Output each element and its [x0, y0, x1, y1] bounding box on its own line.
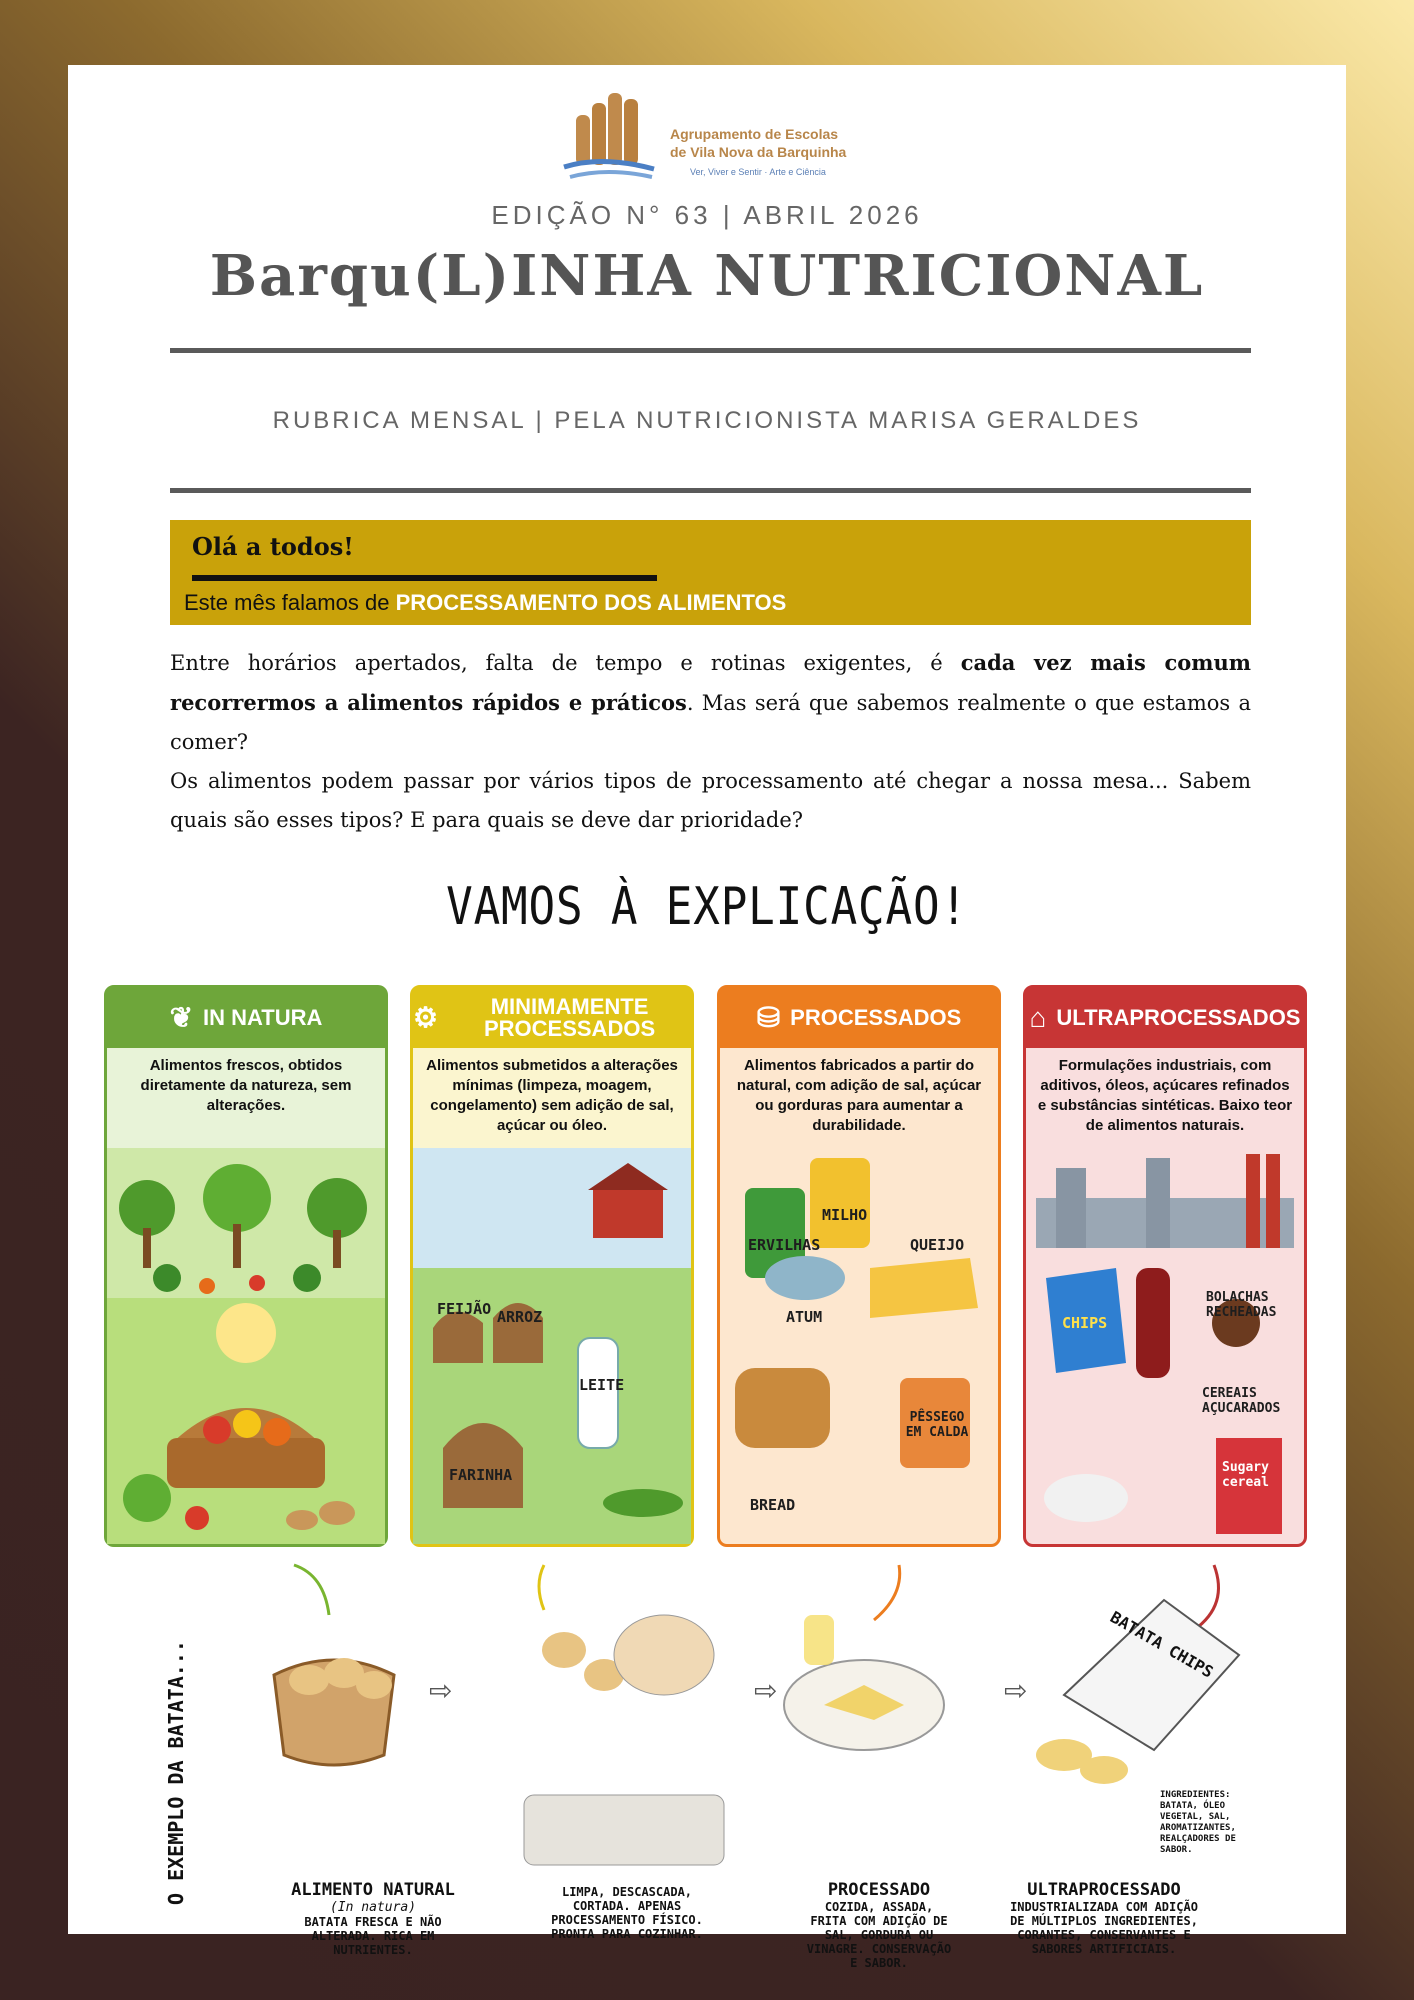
card-description: Alimentos frescos, obtidos diretamente da natureza, sem alterações. — [140, 1057, 352, 1114]
processed-food-illustration — [720, 1148, 998, 1544]
divider-top — [170, 348, 1251, 353]
greeting: Olá a todos! — [192, 532, 354, 561]
art-label: ARROZ — [497, 1308, 543, 1326]
card-title: ULTRAPROCESSADOS — [1056, 1005, 1301, 1030]
factory-line-icon: ⚙ — [413, 1002, 439, 1033]
intro-text — [170, 643, 1251, 840]
step-text: COZIDA, ASSADA, FRITA COM ADIÇÃO DE SAL, GORDURA OU VINAGRE. CONSERVAÇÃO E SABOR. — [806, 1900, 952, 1970]
card-title: PROCESSADOS — [790, 1005, 962, 1030]
step-text: BATATA FRESCA E NÃO ALTERADA. RICA EM NUTRIENTES. — [304, 1915, 442, 1957]
art-label: BOLACHAS RECHEADAS — [1206, 1290, 1277, 1320]
topic-prefix: Este mês falamos de — [184, 590, 390, 615]
chips-ingredients: INGREDIENTES: BATATA, ÓLEO VEGETAL, SAL, AROMATIZANTES, REALÇADORES DE SABOR. — [1160, 1790, 1236, 1855]
logo-tagline: Ver, Viver e Sentir · Arte e Ciência — [690, 167, 826, 177]
can-icon: ⛁ — [756, 1002, 781, 1033]
art-label: CHIPS — [1062, 1314, 1108, 1332]
section-heading: VAMOS À EXPLICAÇÃO! — [446, 877, 968, 937]
art-label: PÊSSEGO EM CALDA — [905, 1410, 969, 1440]
card-in-natura — [104, 985, 388, 1547]
minimally-processed-illustration — [413, 1148, 691, 1544]
svg-text:⇨: ⇨ — [754, 1675, 778, 1706]
potato-step-minimal — [532, 1885, 722, 1941]
greeting-underline — [192, 575, 657, 581]
edition-line: EDIÇÃO N° 63 | ABRIL 2026 — [491, 200, 923, 230]
art-label: CEREAIS AÇUCARADOS — [1202, 1386, 1281, 1416]
divider-bottom — [170, 488, 1251, 493]
logo-line-2: de Vila Nova da Barquinha — [670, 144, 847, 160]
factory-icon: ⌂ — [1029, 1002, 1047, 1033]
newsletter-page — [68, 65, 1346, 1970]
art-label: ATUM — [786, 1308, 823, 1326]
step-title: ALIMENTO NATURAL — [291, 1880, 455, 1900]
card-title: MINIMAMENTE PROCESSADOS — [483, 994, 656, 1041]
step-text: INDUSTRIALIZADA COM ADIÇÃO DE MÚLTIPLOS INGREDIENTES, CORANTES, CONSERVANTES E SABORES ARTIFICIAIS. — [1010, 1900, 1198, 1956]
intro-p1-end: . Mas será que sabemos realmente o que estamos a comer? — [170, 691, 1252, 754]
card-ultraprocessados — [1023, 985, 1307, 1547]
potato-step-ultraprocessed — [1009, 1880, 1199, 1956]
potato-step-natural — [288, 1880, 458, 1957]
card-description: Alimentos submetidos a alterações mínimas (limpeza, moagem, congelamento) sem adição de sal, açúcar ou óleo. — [426, 1057, 678, 1134]
card-minimamente-processados — [410, 985, 694, 1547]
newsletter-subtitle: RUBRICA MENSAL | PELA NUTRICIONISTA MARISA GERALDES — [272, 407, 1142, 434]
card-title: IN NATURA — [203, 1005, 323, 1030]
step-subtitle: (In natura) — [329, 1900, 417, 1915]
school-logo — [562, 85, 882, 185]
art-label: FARINHA — [449, 1466, 513, 1484]
svg-text:⇨: ⇨ — [1004, 1675, 1028, 1706]
logo-icon — [562, 85, 662, 185]
art-label: Sugary cereal — [1222, 1460, 1269, 1490]
topic-line — [184, 590, 786, 616]
potato-example — [104, 1555, 1314, 1970]
step-title: ULTRAPROCESSADO — [1027, 1880, 1181, 1900]
art-label: BREAD — [750, 1496, 796, 1514]
potato-process-illustration — [104, 1555, 1314, 1934]
art-label: QUEIJO — [910, 1236, 965, 1254]
natural-food-illustration — [107, 1148, 385, 1544]
potato-step-processed — [804, 1880, 954, 1970]
processing-cards — [104, 985, 1314, 1549]
intro-paragraph-1 — [170, 643, 1251, 762]
step-title: PROCESSADO — [827, 1880, 931, 1900]
art-label: FEIJÃO — [437, 1300, 492, 1318]
svg-text:⇨: ⇨ — [429, 1675, 453, 1706]
intro-banner — [170, 520, 1251, 625]
intro-p1-bold: cada vez mais comum recorrermos a alimentos rápidos e práticos — [170, 650, 1251, 715]
leaf-icon: ❦ — [169, 1002, 194, 1033]
chips-bag-label: BATATA CHIPS — [1106, 1607, 1217, 1682]
newsletter-title: Barqu(L)INHA NUTRICIONAL — [209, 243, 1205, 309]
card-description: Formulações industriais, com aditivos, óleos, açúcares refinados e substâncias sintéticas. Baixo teor de alimentos naturais. — [1037, 1057, 1293, 1134]
art-label: LEITE — [579, 1376, 625, 1394]
art-label: MILHO — [822, 1206, 868, 1224]
topic-highlight: PROCESSAMENTO DOS ALIMENTOS — [395, 590, 787, 615]
potato-side-label: O EXEMPLO DA BATATA... — [164, 1640, 188, 1905]
card-description: Alimentos fabricados a partir do natural, com adição de sal, açúcar ou gorduras para aumentar a durabilidade. — [736, 1057, 982, 1134]
step-text: LIMPA, DESCASCADA, CORTADA. APENAS PROCESSAMENTO FÍSICO. PRONTA PARA COZINHAR. — [551, 1885, 703, 1941]
ultraprocessed-illustration — [1026, 1148, 1304, 1544]
card-processados — [717, 985, 1001, 1547]
art-label: ERVILHAS — [748, 1236, 821, 1254]
intro-p1-start: Entre horários apertados, falta de tempo e rotinas exigentes, é — [170, 651, 961, 675]
intro-paragraph-2: Os alimentos podem passar por vários tipos de processamento até chegar a nossa mesa... Sabem quais são esses tipos? E para quais se deve dar prioridade? — [170, 769, 1251, 832]
logo-line-1: Agrupamento de Escolas — [670, 126, 839, 142]
